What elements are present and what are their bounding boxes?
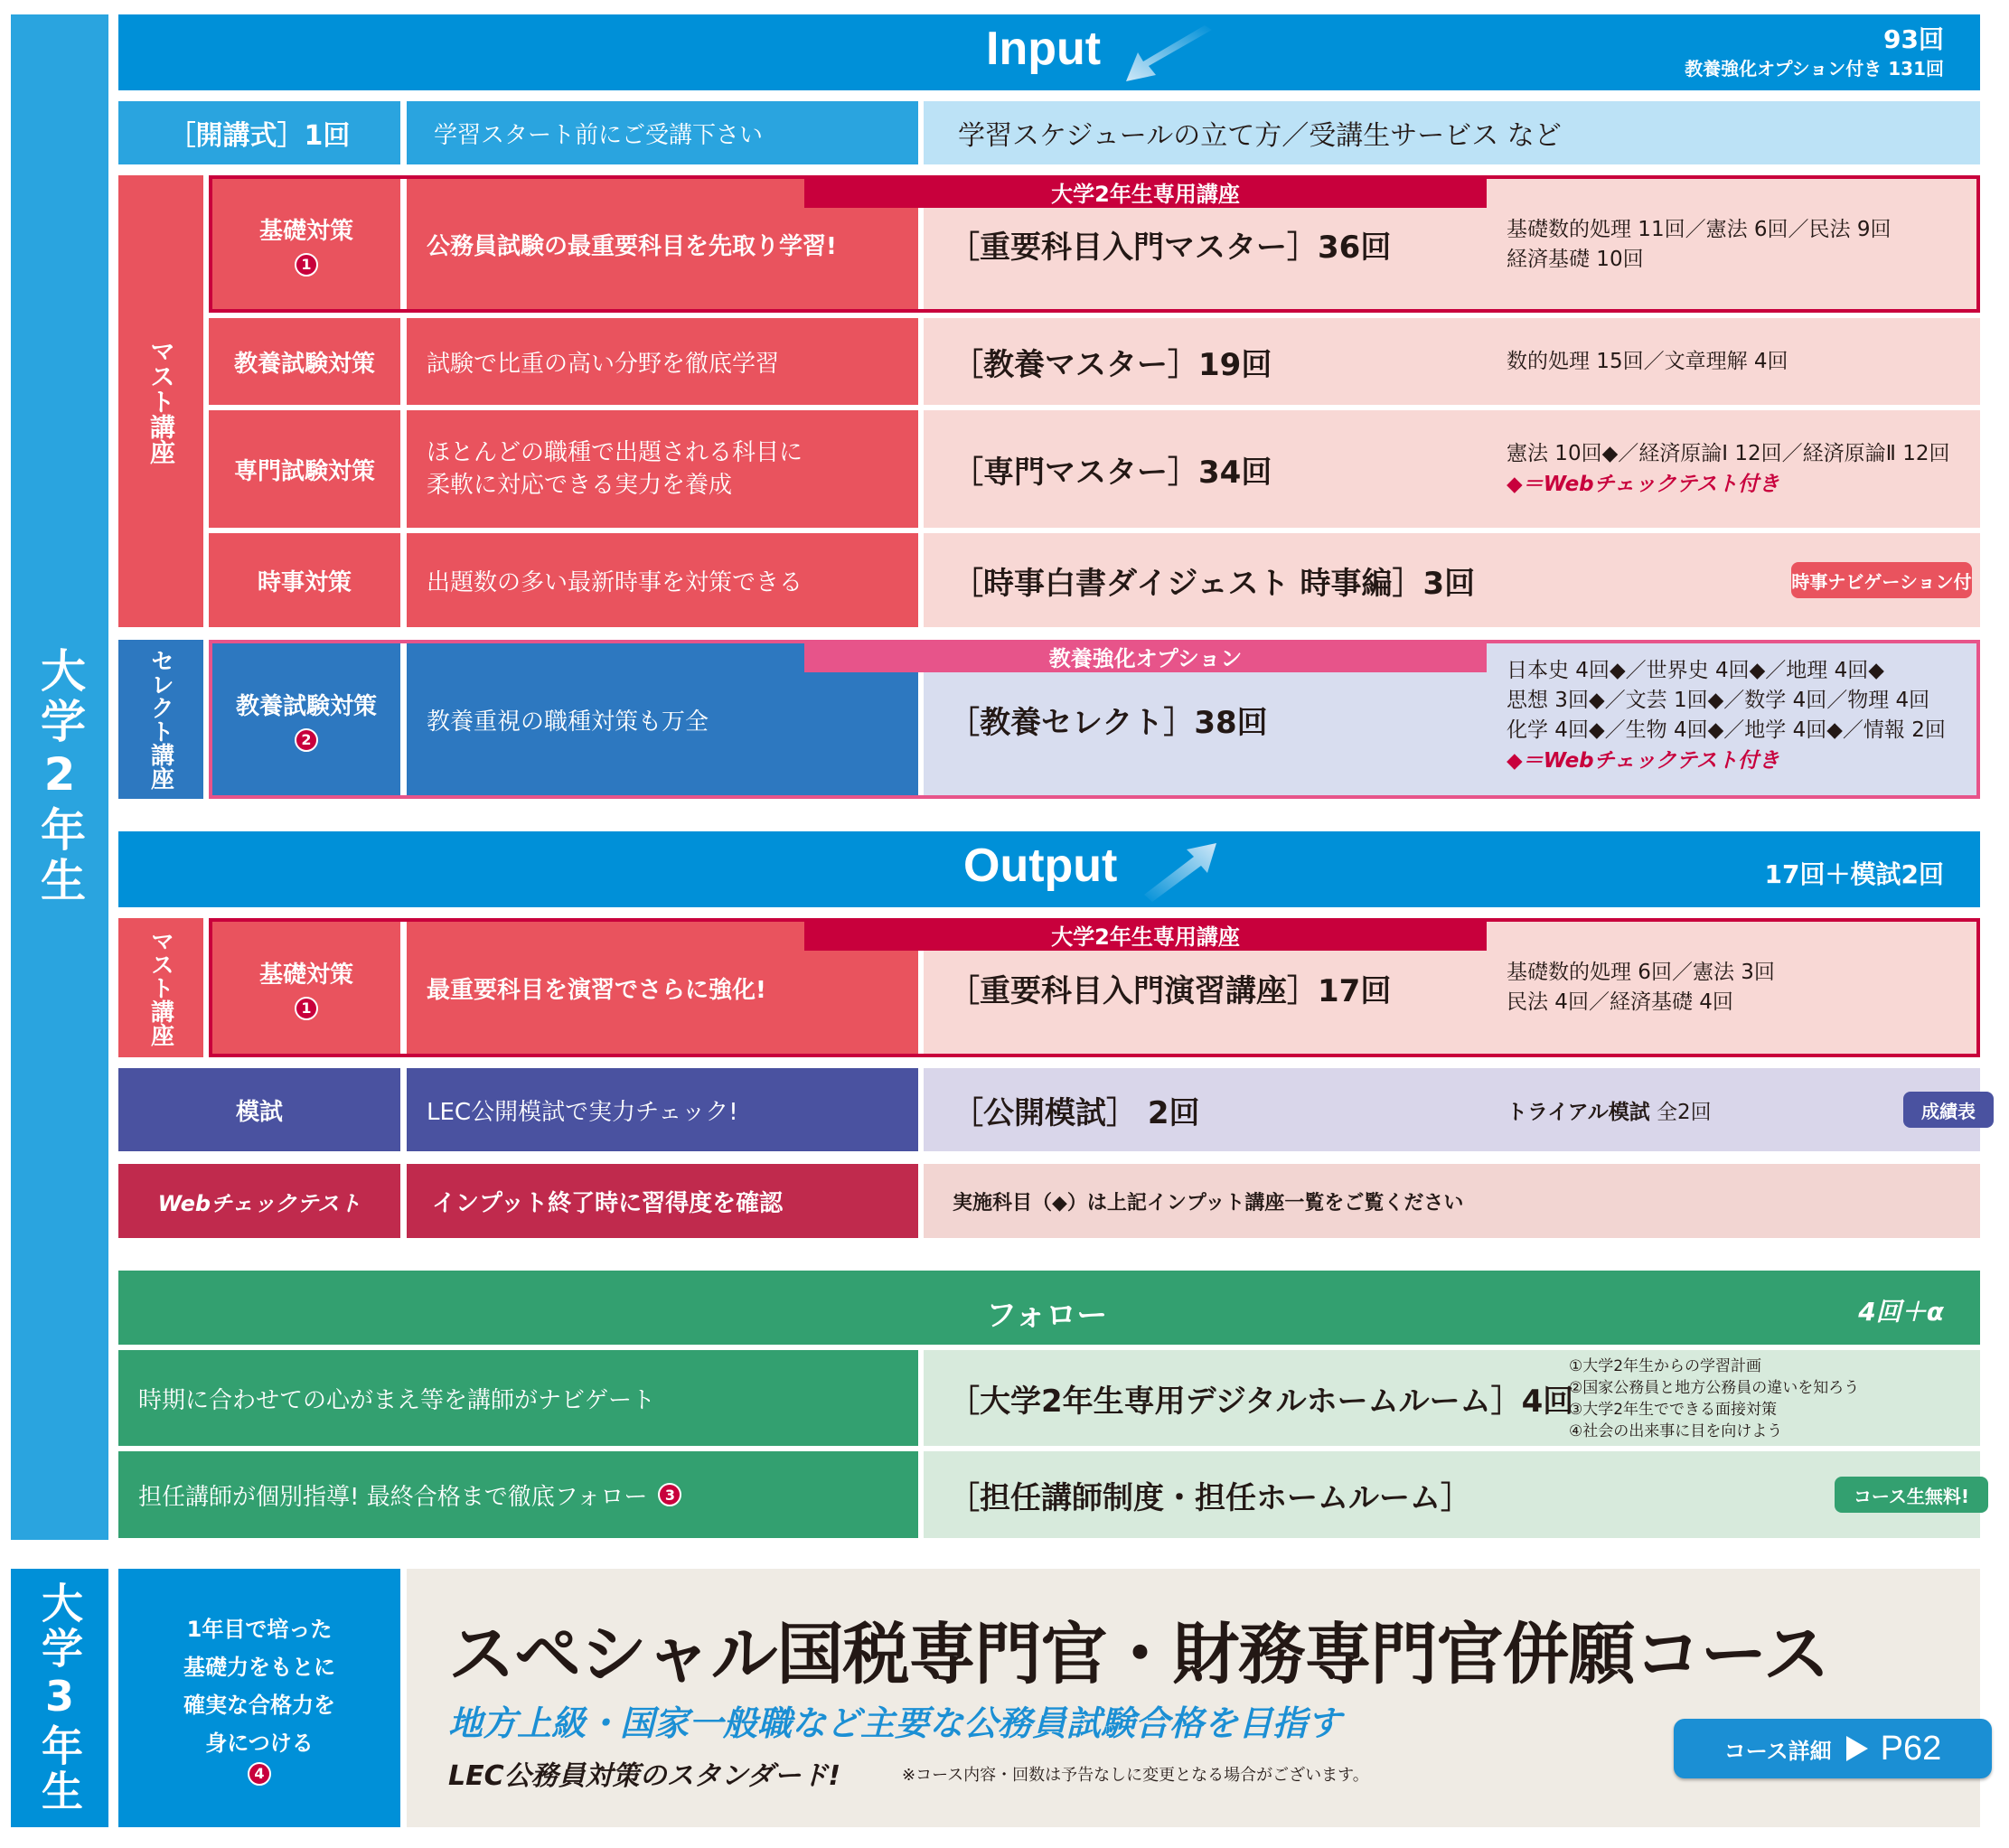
mock-desc: LEC公開模試で実力チェック!: [407, 1068, 918, 1151]
must-row1-cat-text: 基礎対策: [258, 217, 353, 245]
must-banner: 大学2年生専用講座: [804, 175, 1487, 208]
opening-name: ［開講式］1回: [118, 101, 400, 164]
mock-detail-rest: 全2回: [1649, 1101, 1712, 1124]
select-cat-text: 教養試験対策: [235, 692, 377, 720]
number-badge-3: 3: [658, 1483, 681, 1506]
must-row2-detail: 数的処理 15回／文章理解 4回: [1507, 350, 1788, 373]
select-category: [212, 643, 400, 795]
number-badge-2: 2: [295, 728, 318, 752]
follow-row1-course-title: ［大学2年生専用デジタルホームルーム］4回: [949, 1383, 1574, 1420]
score-report-badge: 成績表: [1903, 1092, 1994, 1128]
input-option-count: 教養強化オプション付き 131回: [1685, 58, 1944, 80]
output-arrow-icon: [1140, 839, 1221, 902]
number-badge-4: 4: [248, 1762, 271, 1786]
mock-course: [924, 1068, 1980, 1151]
opening-desc: 学習スタート前にご受講下さい: [407, 101, 918, 164]
mock-course-title: ［公開模試］ 2回: [953, 1094, 1200, 1131]
must-row3-web-note: ◆＝Webチェックテスト付き: [1507, 473, 1780, 496]
follow-header: [118, 1271, 1980, 1345]
follow-row2-desc-text: 担任講師が個別指導! 最終合格まで徹底フォロー: [138, 1483, 648, 1511]
must2-cat-text: 基礎対策: [258, 961, 353, 989]
must2-detail: 基礎数的処理 6回／憲法 3回 民法 4回／経済基礎 4回: [1507, 961, 1775, 1014]
year3-title: スペシャル国税専門官・財務専門官併願コース: [448, 1616, 1829, 1693]
input-header: [118, 14, 1980, 90]
must-row4-category: 時事対策: [209, 533, 400, 627]
play-triangle-icon: [1846, 1736, 1868, 1761]
must-row1-detail: 基礎数的処理 11回／憲法 6回／民法 9回 経済基礎 10回: [1507, 218, 1892, 271]
course-detail-label: コース詳細: [1723, 1738, 1832, 1764]
follow-row2-desc: [118, 1451, 918, 1538]
year3-note: ※コース内容・回数は予告なしに変更となる場合がございます。: [902, 1766, 1369, 1785]
must2-category: [212, 922, 400, 1054]
year3-desc: [118, 1569, 400, 1827]
opening-content: 学習スケジュールの立て方／受講生サービス など: [924, 101, 1980, 164]
webcheck-content: 実施科目（◆）は上記インプット講座一覧をご覧ください: [924, 1164, 1980, 1238]
select-detail: 日本史 4回◆／世界史 4回◆／地理 4回◆ 思想 3回◆／文芸 1回◆／数学 4回／物理 4回 化学 4回◆／生物 4回◆／地学 4回◆／情報 2回: [1507, 659, 1946, 742]
jiji-navigation-badge: 時事ナビゲーション付: [1791, 562, 1972, 598]
mock-category: 模試: [118, 1068, 400, 1151]
must-row1-desc: 公務員試験の最重要科目を先取り学習!: [407, 179, 918, 309]
year3-panel: [407, 1569, 1980, 1827]
number-badge-1b: 1: [295, 997, 318, 1020]
must-row3-desc: ほとんどの職種で出題される科目に 柔軟に対応できる実力を養成: [407, 410, 918, 528]
must-row2-desc: 試験で比重の高い分野を徹底学習: [407, 318, 918, 405]
must-row2-category: 教養試験対策: [209, 318, 400, 405]
year3-tagline: LEC公務員対策のスタンダード!: [448, 1760, 841, 1792]
must2-course-title: ［重要科目入門演習講座］17回: [949, 972, 1392, 1009]
select-banner: 教養強化オプション: [804, 640, 1487, 672]
select-course-title: ［教養セレクト］38回: [949, 704, 1268, 741]
must-side-label: マスト講座: [118, 175, 203, 627]
must-row3-category: 専門試験対策: [209, 410, 400, 528]
follow-title: フォロー: [986, 1298, 1108, 1334]
output-title: Output: [963, 840, 1118, 892]
year3-side-label: 大学3年生: [11, 1569, 108, 1827]
input-arrow-icon: [1122, 25, 1221, 89]
number-badge-1: 1: [295, 253, 318, 277]
must2-side-label: マスト講座: [118, 918, 203, 1057]
must-row2-course: [924, 318, 1980, 405]
webcheck-category: Webチェックテスト: [118, 1164, 400, 1238]
follow-row1-course: [924, 1350, 1980, 1446]
free-badge: コース生無料!: [1835, 1477, 1988, 1513]
output-count: 17回＋模試2回: [1764, 859, 1944, 889]
follow-row1-detail: ①大学2年生からの学習計画 ②国家公務員と地方公務員の違いを知ろう ③大学2年生でできる面接対策 ④社会の出来事に目を向けよう: [1569, 1357, 1860, 1440]
webcheck-desc: インプット終了時に習得度を確認: [407, 1164, 918, 1238]
year3-subtitle: 地方上級・国家一般職など主要な公務員試験合格を目指す: [448, 1703, 1342, 1743]
follow-row2-course: [924, 1451, 1980, 1538]
follow-row1-desc: 時期に合わせての心がまえ等を講師がナビゲート: [118, 1350, 918, 1446]
mock-detail-bold: トライアル模試: [1507, 1101, 1650, 1124]
year3-desc-text: 1年目で培った 基礎力をもとに 確実な合格力を 身につける: [183, 1617, 335, 1756]
must-row3-detail: 憲法 10回◆／経済原論Ⅰ 12回／経済原論Ⅱ 12回: [1507, 442, 1950, 465]
must-row3-course: [924, 410, 1980, 528]
must2-desc: 最重要科目を演習でさらに強化!: [407, 922, 918, 1054]
select-web-note: ◆＝Webチェックテスト付き: [1507, 749, 1780, 773]
select-desc: 教養重視の職種対策も万全: [407, 643, 918, 795]
must-row1-course-title: ［重要科目入門マスター］36回: [949, 229, 1392, 266]
must-row4-desc: 出題数の多い最新時事を対策できる: [407, 533, 918, 627]
follow-count: 4回＋α: [1858, 1297, 1944, 1327]
must2-banner: 大学2年生専用講座: [804, 918, 1487, 951]
follow-row2-course-title: ［担任講師制度・担任ホームルーム］: [949, 1479, 1471, 1516]
select-side-label: セレクト講座: [118, 640, 203, 799]
mock-detail: [1507, 1095, 1712, 1125]
must-row1-category: [212, 179, 400, 309]
course-detail-button[interactable]: [1674, 1719, 1992, 1778]
course-detail-page: P62: [1880, 1729, 1942, 1768]
input-count: 93回: [1883, 24, 1944, 54]
must-row2-course-title: ［教養マスター］19回: [953, 346, 1272, 383]
must-row4-course-title: ［時事白書ダイジェスト 時事編］3回: [953, 565, 1476, 602]
input-title: Input: [986, 23, 1102, 75]
output-header: [118, 831, 1980, 907]
must-row3-course-title: ［専門マスター］34回: [953, 454, 1272, 491]
year2-side-label: 大学2年生: [11, 14, 108, 1540]
